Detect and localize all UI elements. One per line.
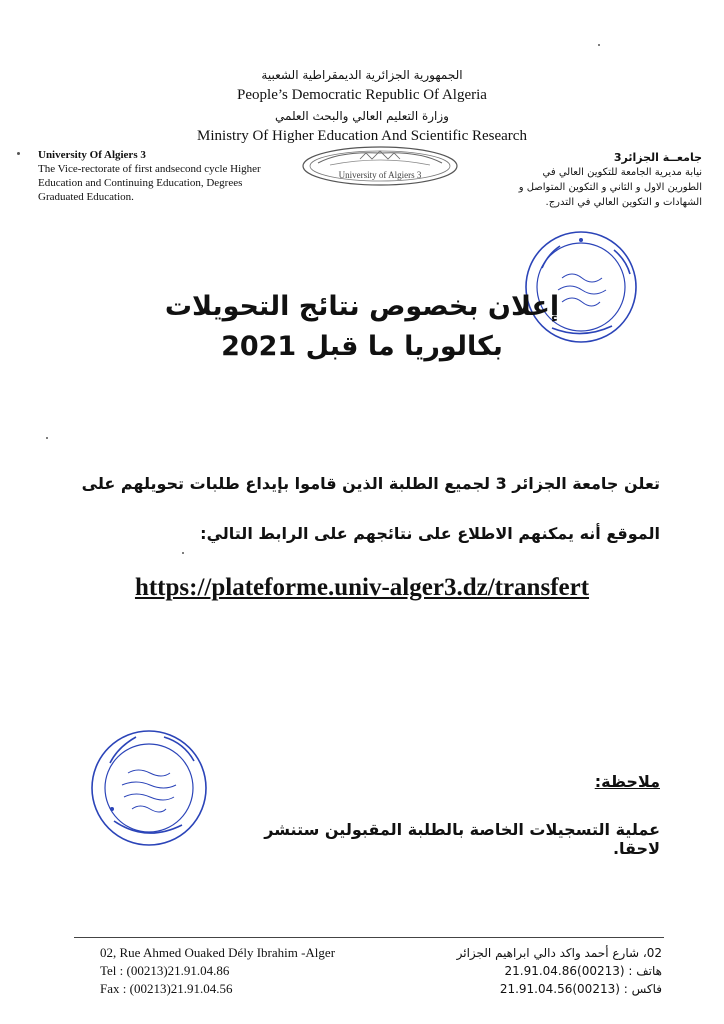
scan-speck — [182, 552, 184, 554]
republic-arabic: الجمهورية الجزائرية الديمقراطية الشعبية — [261, 68, 463, 82]
vice-rectorate-line-1: The Vice-rectorate of first andsecond cycle Higher — [38, 163, 261, 175]
address-english: 02, Rue Ahmed Ouaked Dély Ibrahim -Alger — [100, 945, 336, 960]
ministry-arabic: وزارة التعليم العالي والبحث العلمي — [275, 109, 449, 123]
fax-arabic: فاكس : (00213)21.91.04.56 — [499, 982, 662, 996]
note-label: ملاحظة: — [594, 772, 660, 791]
announcement-line-1: تعلن جامعة الجزائر 3 لجميع الطلبة الذين قاموا بإيداع طلبات تحويلهم على — [81, 474, 660, 493]
arabic-block-line-2: الطورين الاول و الثاني و التكوين المتواصل و — [518, 182, 702, 193]
faculty-english-block — [38, 148, 308, 204]
announcement-title-line-2: بكالوريا ما قبل 2021 — [221, 331, 503, 362]
arabic-block-line-1: نيابة مديرية الجامعة للتكوين العالي في — [542, 167, 702, 178]
footer-divider — [74, 937, 664, 938]
official-stamp-bottom — [88, 727, 210, 849]
logo-text: University of Algiers 3 — [338, 170, 422, 180]
republic-english: People’s Democratic Republic Of Algeria — [237, 87, 487, 103]
address-arabic: 02، شارع أحمد واكد دالي ابراهيم الجزائر — [456, 946, 662, 960]
ministry-english: Ministry Of Higher Education And Scientific Research — [197, 128, 527, 144]
vice-rectorate-line-2: Education and Continuing Education, Degrees — [38, 177, 243, 189]
vice-rectorate-line-3: Graduated Education. — [38, 191, 134, 203]
results-link-container — [0, 574, 724, 602]
scan-speck — [598, 44, 600, 46]
university-name-english: University Of Algiers 3 — [38, 149, 146, 161]
footer-contact-arabic — [440, 944, 662, 998]
faculty-arabic-block — [492, 150, 702, 210]
scan-speck — [17, 152, 20, 155]
university-name-arabic: جامعــة الجزائر3 — [613, 151, 702, 164]
announcement-title-line-1: إعلان بخصوص نتائج التحويلات — [164, 291, 560, 322]
university-logo — [300, 145, 460, 187]
announcement-line-2: الموقع أنه يمكنهم الاطلاع على نتائجهم على الرابط التالي: — [200, 524, 660, 543]
fax-english: Fax : (00213)21.91.04.56 — [100, 981, 233, 996]
footer-contact-english — [100, 944, 335, 998]
telephone-arabic: هاتف : (00213)21.91.04.86 — [504, 964, 662, 978]
telephone-english: Tel : (00213)21.91.04.86 — [100, 963, 230, 978]
scan-speck — [46, 437, 48, 439]
results-link[interactable]: https://plateforme.univ-alger3.dz/transfert — [134, 574, 590, 601]
note-text: عملية التسجيلات الخاصة بالطلبة المقبولين ستنشر لاحقا. — [264, 820, 660, 858]
arabic-block-line-3: الشهادات و التكوين العالي في التدرج. — [545, 197, 702, 208]
